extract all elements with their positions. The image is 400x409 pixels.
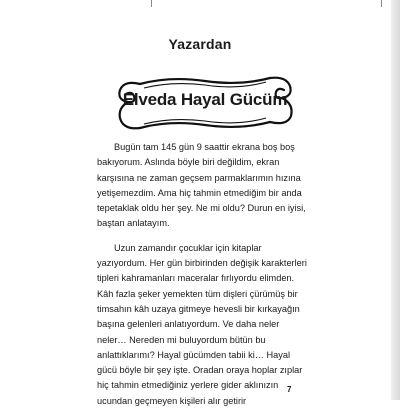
- title-banner: [110, 72, 300, 136]
- body-text: [97, 140, 310, 409]
- banner-title: Elveda Hayal Gücüm: [122, 90, 288, 109]
- page-number: 7: [287, 385, 292, 394]
- paragraph: Uzun zamandır çocuklar için kitaplar yazıyordum. Her gün birbirinden değişik karakterleri tipleri kahramanları maceralar fırlıyordu elimden. Kâh fazla şeker yemekten tüm dişleri çürümüş bir timsahın kâh uzaya gitmeye hevesli bir kırkayağın başına gelenleri anlatıyordum. Ve daha neler neler… Nereden mi buluyordum bütün bu anlattıklarımı? Hayal gücümden tabii ki… Hayal gücü böyle bir şey işte. Oradan oraya hoplar zıplar hiç tahmin etmediğiniz yerlere gider aklınızın ucundan geçmeyen kişileri alır getirir: [97, 242, 307, 406]
- section-heading: Yazardan: [168, 36, 232, 52]
- page-edge: [391, 0, 400, 400]
- crop-mark: [381, 0, 382, 7]
- crop-mark: [151, 0, 152, 7]
- paragraph: Bugün tam 145 gün 9 saattir ekrana boş boş bakıyorum. Aslında böyle biri değildim, ekran karşısına ne zaman geçsem parmaklarımın hızına yetişemezdim. Ama hiç tahmin etmediğim bir anda tepetaklak oldu her şey. Ne mi oldu? Durun en iyisi, baştan anlatayım.: [97, 142, 306, 229]
